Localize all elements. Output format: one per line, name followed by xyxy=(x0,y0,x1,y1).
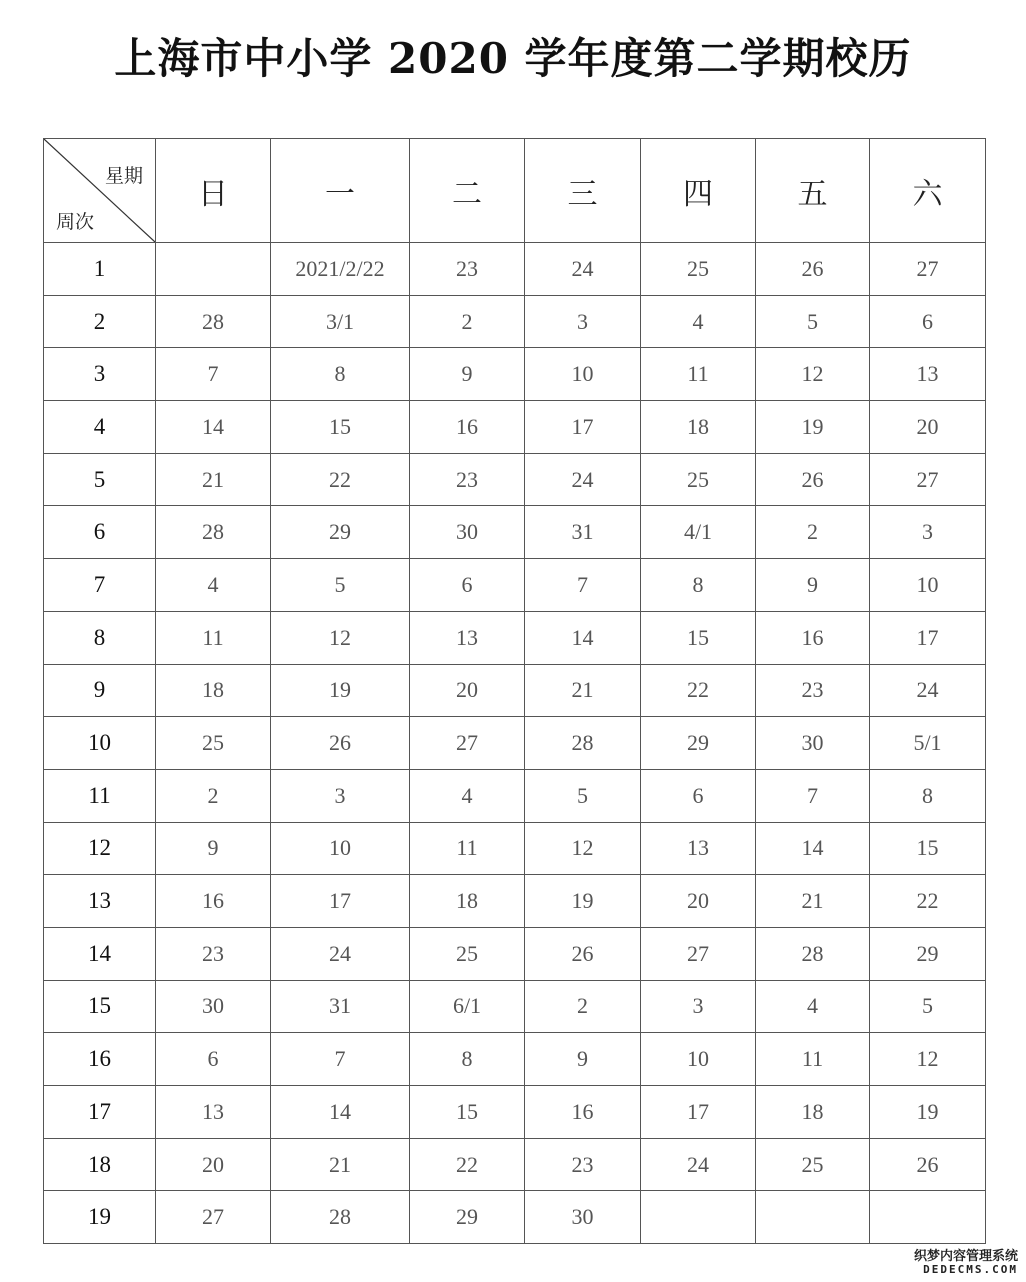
date-cell: 25 xyxy=(641,453,756,506)
date-cell: 4 xyxy=(641,295,756,348)
week-number-cell: 9 xyxy=(44,664,156,717)
date-cell: 24 xyxy=(271,927,410,980)
date-cell: 22 xyxy=(271,453,410,506)
date-cell: 3 xyxy=(271,769,410,822)
date-cell: 13 xyxy=(156,1086,271,1139)
date-cell: 13 xyxy=(410,611,525,664)
table-row xyxy=(44,453,986,506)
date-cell: 2 xyxy=(525,980,641,1033)
table-row xyxy=(44,1033,986,1086)
date-cell: 29 xyxy=(641,717,756,770)
weekday-axis-label: 星期 xyxy=(104,165,143,187)
date-cell: 6/1 xyxy=(410,980,525,1033)
date-cell: 31 xyxy=(271,980,410,1033)
week-number-cell: 1 xyxy=(44,243,156,296)
date-cell: 25 xyxy=(641,243,756,296)
date-cell: 16 xyxy=(156,875,271,928)
date-cell: 24 xyxy=(525,243,641,296)
week-number-cell: 5 xyxy=(44,453,156,506)
date-cell: 8 xyxy=(641,559,756,612)
week-number-cell: 3 xyxy=(44,348,156,401)
date-cell: 14 xyxy=(525,611,641,664)
date-cell: 30 xyxy=(756,717,870,770)
date-cell: 22 xyxy=(641,664,756,717)
table-row xyxy=(44,401,986,454)
date-cell: 29 xyxy=(271,506,410,559)
date-cell: 5/1 xyxy=(870,717,986,770)
week-number-cell: 8 xyxy=(44,611,156,664)
date-cell: 3 xyxy=(525,295,641,348)
week-number-cell: 13 xyxy=(44,875,156,928)
date-cell: 11 xyxy=(756,1033,870,1086)
date-cell: 21 xyxy=(756,875,870,928)
date-cell: 17 xyxy=(525,401,641,454)
date-cell: 19 xyxy=(756,401,870,454)
table-row xyxy=(44,348,986,401)
date-cell: 28 xyxy=(756,927,870,980)
date-cell: 25 xyxy=(756,1138,870,1191)
date-cell: 5 xyxy=(756,295,870,348)
date-cell: 22 xyxy=(410,1138,525,1191)
date-cell: 7 xyxy=(525,559,641,612)
day-header-sat: 六 xyxy=(870,139,986,243)
date-cell: 20 xyxy=(410,664,525,717)
date-cell: 31 xyxy=(525,506,641,559)
table-row xyxy=(44,611,986,664)
date-cell: 10 xyxy=(271,822,410,875)
date-cell: 15 xyxy=(271,401,410,454)
watermark xyxy=(914,1250,1018,1276)
week-number-cell: 14 xyxy=(44,927,156,980)
date-cell: 14 xyxy=(756,822,870,875)
week-number-cell: 18 xyxy=(44,1138,156,1191)
date-cell: 18 xyxy=(756,1086,870,1139)
table-row xyxy=(44,295,986,348)
date-cell xyxy=(641,1191,756,1244)
date-cell: 19 xyxy=(271,664,410,717)
date-cell: 6 xyxy=(641,769,756,822)
date-cell: 15 xyxy=(870,822,986,875)
date-cell: 2021/2/22 xyxy=(271,243,410,296)
date-cell: 17 xyxy=(870,611,986,664)
week-number-axis-label: 周次 xyxy=(56,211,95,233)
day-header-tue: 二 xyxy=(410,139,525,243)
date-cell: 19 xyxy=(525,875,641,928)
date-cell: 26 xyxy=(756,243,870,296)
date-cell: 10 xyxy=(525,348,641,401)
date-cell: 12 xyxy=(756,348,870,401)
table-row xyxy=(44,717,986,770)
week-number-cell: 19 xyxy=(44,1191,156,1244)
date-cell: 11 xyxy=(410,822,525,875)
date-cell: 13 xyxy=(641,822,756,875)
date-cell: 20 xyxy=(870,401,986,454)
date-cell: 7 xyxy=(756,769,870,822)
date-cell: 12 xyxy=(271,611,410,664)
date-cell xyxy=(870,1191,986,1244)
date-cell: 8 xyxy=(870,769,986,822)
date-cell: 18 xyxy=(410,875,525,928)
table-row xyxy=(44,927,986,980)
date-cell: 24 xyxy=(525,453,641,506)
calendar-body xyxy=(44,243,986,1244)
date-cell: 6 xyxy=(410,559,525,612)
date-cell: 4 xyxy=(756,980,870,1033)
watermark-cn: 织梦内容管理系统 xyxy=(913,1248,1018,1264)
date-cell: 24 xyxy=(870,664,986,717)
date-cell: 8 xyxy=(410,1033,525,1086)
date-cell: 5 xyxy=(525,769,641,822)
date-cell: 8 xyxy=(271,348,410,401)
table-row xyxy=(44,559,986,612)
date-cell: 21 xyxy=(525,664,641,717)
date-cell: 3/1 xyxy=(271,295,410,348)
date-cell: 25 xyxy=(156,717,271,770)
date-cell: 10 xyxy=(641,1033,756,1086)
date-cell: 5 xyxy=(271,559,410,612)
date-cell: 9 xyxy=(525,1033,641,1086)
date-cell: 4 xyxy=(156,559,271,612)
date-cell: 27 xyxy=(410,717,525,770)
table-row xyxy=(44,769,986,822)
week-number-cell: 12 xyxy=(44,822,156,875)
date-cell: 16 xyxy=(525,1086,641,1139)
date-cell: 24 xyxy=(641,1138,756,1191)
date-cell: 2 xyxy=(410,295,525,348)
table-row xyxy=(44,1086,986,1139)
date-cell: 9 xyxy=(156,822,271,875)
date-cell: 15 xyxy=(410,1086,525,1139)
date-cell: 20 xyxy=(641,875,756,928)
date-cell: 27 xyxy=(870,243,986,296)
date-cell: 18 xyxy=(641,401,756,454)
date-cell: 27 xyxy=(156,1191,271,1244)
date-cell: 26 xyxy=(870,1138,986,1191)
date-cell: 2 xyxy=(756,506,870,559)
date-cell: 30 xyxy=(156,980,271,1033)
date-cell: 29 xyxy=(410,1191,525,1244)
corner-header-cell xyxy=(44,139,156,243)
date-cell: 17 xyxy=(271,875,410,928)
date-cell: 28 xyxy=(156,506,271,559)
date-cell: 9 xyxy=(756,559,870,612)
table-row xyxy=(44,980,986,1033)
table-row xyxy=(44,1191,986,1244)
date-cell: 30 xyxy=(410,506,525,559)
day-header-sun: 日 xyxy=(156,139,271,243)
date-cell: 4 xyxy=(410,769,525,822)
date-cell: 16 xyxy=(410,401,525,454)
day-header-wed: 三 xyxy=(525,139,641,243)
date-cell: 7 xyxy=(156,348,271,401)
date-cell: 14 xyxy=(156,401,271,454)
date-cell: 30 xyxy=(525,1191,641,1244)
date-cell: 23 xyxy=(756,664,870,717)
header-row xyxy=(44,139,986,243)
date-cell: 10 xyxy=(870,559,986,612)
date-cell: 23 xyxy=(156,927,271,980)
date-cell: 23 xyxy=(410,453,525,506)
date-cell: 18 xyxy=(156,664,271,717)
date-cell: 5 xyxy=(870,980,986,1033)
week-number-cell: 15 xyxy=(44,980,156,1033)
table-row xyxy=(44,664,986,717)
day-header-mon: 一 xyxy=(271,139,410,243)
date-cell: 23 xyxy=(525,1138,641,1191)
date-cell: 27 xyxy=(870,453,986,506)
school-calendar-table xyxy=(43,138,986,1244)
date-cell xyxy=(756,1191,870,1244)
table-row xyxy=(44,875,986,928)
date-cell: 13 xyxy=(870,348,986,401)
watermark-en: DEDECMS.COM xyxy=(923,1262,1018,1276)
week-number-cell: 6 xyxy=(44,506,156,559)
table-row xyxy=(44,822,986,875)
week-number-cell: 10 xyxy=(44,717,156,770)
date-cell: 6 xyxy=(870,295,986,348)
date-cell: 9 xyxy=(410,348,525,401)
date-cell: 27 xyxy=(641,927,756,980)
week-number-cell: 7 xyxy=(44,559,156,612)
date-cell: 17 xyxy=(641,1086,756,1139)
date-cell: 12 xyxy=(525,822,641,875)
date-cell xyxy=(156,243,271,296)
date-cell: 20 xyxy=(156,1138,271,1191)
day-header-fri: 五 xyxy=(756,139,870,243)
date-cell: 28 xyxy=(525,717,641,770)
date-cell: 22 xyxy=(870,875,986,928)
date-cell: 23 xyxy=(410,243,525,296)
week-number-cell: 17 xyxy=(44,1086,156,1139)
table-row xyxy=(44,506,986,559)
date-cell: 26 xyxy=(756,453,870,506)
date-cell: 28 xyxy=(271,1191,410,1244)
date-cell: 2 xyxy=(156,769,271,822)
week-number-cell: 11 xyxy=(44,769,156,822)
table-row xyxy=(44,1138,986,1191)
date-cell: 3 xyxy=(641,980,756,1033)
date-cell: 11 xyxy=(156,611,271,664)
week-number-cell: 2 xyxy=(44,295,156,348)
date-cell: 21 xyxy=(156,453,271,506)
date-cell: 21 xyxy=(271,1138,410,1191)
day-header-thu: 四 xyxy=(641,139,756,243)
date-cell: 4/1 xyxy=(641,506,756,559)
date-cell: 14 xyxy=(271,1086,410,1139)
date-cell: 12 xyxy=(870,1033,986,1086)
week-number-cell: 16 xyxy=(44,1033,156,1086)
date-cell: 11 xyxy=(641,348,756,401)
date-cell: 3 xyxy=(870,506,986,559)
date-cell: 29 xyxy=(870,927,986,980)
date-cell: 26 xyxy=(271,717,410,770)
table-row xyxy=(44,243,986,296)
page-title: 上海市中小学 2020 学年度第二学期校历 xyxy=(114,34,912,83)
date-cell: 19 xyxy=(870,1086,986,1139)
date-cell: 15 xyxy=(641,611,756,664)
date-cell: 26 xyxy=(525,927,641,980)
date-cell: 6 xyxy=(156,1033,271,1086)
week-number-cell: 4 xyxy=(44,401,156,454)
date-cell: 7 xyxy=(271,1033,410,1086)
date-cell: 16 xyxy=(756,611,870,664)
date-cell: 28 xyxy=(156,295,271,348)
date-cell: 25 xyxy=(410,927,525,980)
